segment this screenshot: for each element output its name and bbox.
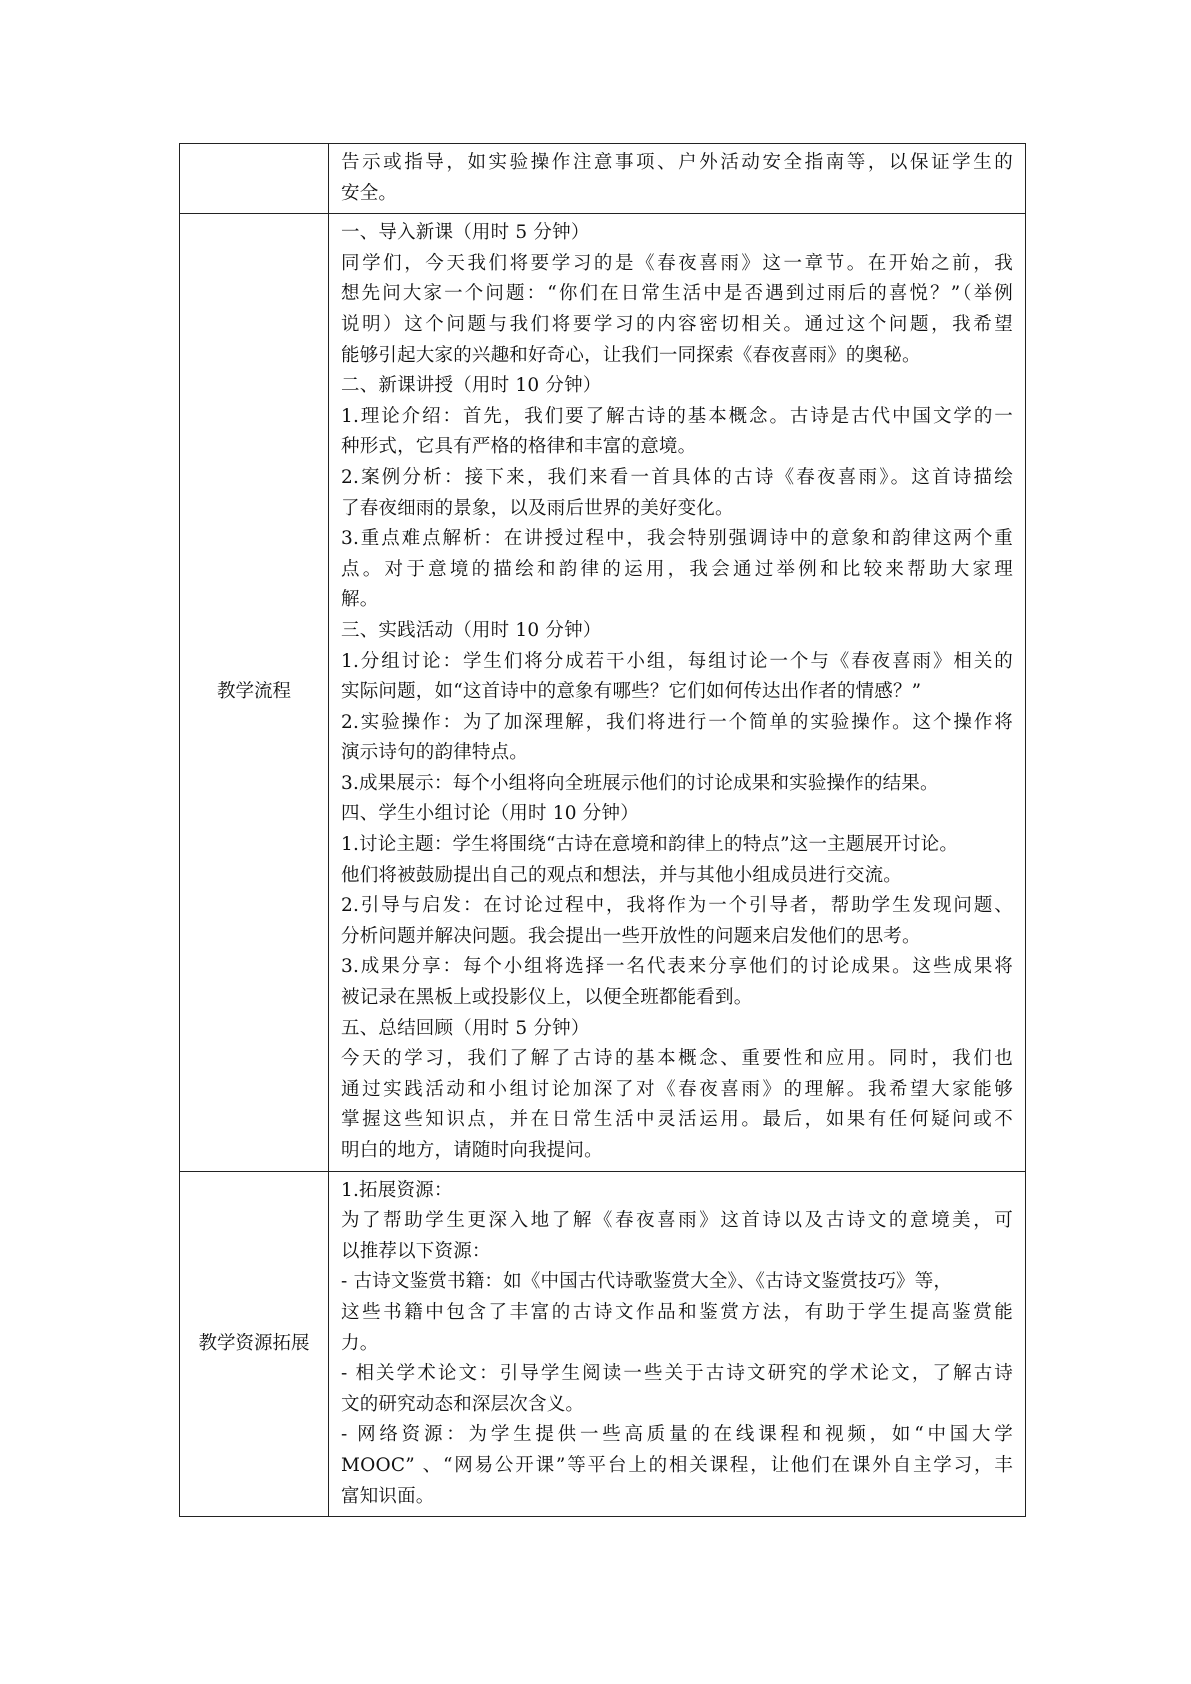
row-label: 教学资源拓展 [180,1171,329,1517]
text-line: 富知识面。 [341,1485,435,1507]
text-line: - 网络资源：为学生提供一些高质量的在线课程和视频，如“中国大学 [341,1424,1013,1446]
text-line: 文的研究动态和深层次含义。 [341,1393,585,1415]
row-content [329,144,1026,214]
text-line: 他们将被鼓励提出自己的观点和想法，并与其他小组成员进行交流。 [341,864,903,886]
text-line: 四、学生小组讨论（用时 10 分钟） [341,803,639,825]
text-line: 1.理论介绍：首先，我们要了解古诗的基本概念。古诗是古代中国文学的一 [341,405,1013,427]
text-line: 1.分组讨论：学生们将分成若干小组，每组讨论一个与《春夜喜雨》相关的 [341,650,1013,672]
text-line: 2.实验操作：为了加深理解，我们将进行一个简单的实验操作。这个操作将 [341,711,1013,733]
text-line: 以推荐以下资源： [341,1240,491,1262]
text-line: 这些书籍中包含了丰富的古诗文作品和鉴赏方法，有助于学生提高鉴赏能 [341,1301,1013,1323]
text-line: 明白的地方，请随时向我提问。 [341,1140,603,1161]
table-body [180,144,1026,1517]
text-line: 2.案例分析：接下来，我们来看一首具体的古诗《春夜喜雨》。这首诗描绘 [341,466,1013,488]
text-line: 3.成果分享：每个小组将选择一名代表来分享他们的讨论成果。这些成果将 [341,956,1013,978]
text-line: 安全。 [341,182,398,204]
text-line: 二、新课讲授（用时 10 分钟） [341,375,602,397]
text-line: 今天的学习，我们了解了古诗的基本概念、重要性和应用。同时，我们也 [341,1048,1013,1070]
row-label: 教学流程 [180,214,329,1171]
text-line: - 古诗文鉴赏书籍：如《中国古代诗歌鉴赏大全》、《古诗文鉴赏技巧》等， [341,1271,953,1293]
row-label [180,144,329,214]
row-content [329,1171,1026,1517]
text-line: 解。 [341,589,379,611]
text-line: 分析问题并解决问题。我会提出一些开放性的问题来启发他们的思考。 [341,925,921,947]
text-line: 通过实践活动和小组讨论加深了对《春夜喜雨》的理解。我希望大家能够 [341,1078,1013,1100]
text-line: 五、总结回顾（用时 5 分钟） [341,1017,590,1039]
text-line: 2.引导与启发：在讨论过程中，我将作为一个引导者，帮助学生发现问题、 [341,895,1013,917]
text-line: 1.讨论主题：学生将围绕“古诗在意境和韵律上的特点”这一主题展开讨论。 [341,834,959,856]
text-line: 1.拓展资源： [341,1179,453,1201]
row-teaching-resources [180,1171,1026,1517]
text-line: 被记录在黑板上或投影仪上，以便全班都能看到。 [341,987,753,1009]
text-line: 种形式，它具有严格的格律和丰富的意境。 [341,436,697,458]
text-line: - 相关学术论文：引导学生阅读一些关于古诗文研究的学术论文，了解古诗 [341,1363,1013,1385]
text-line: 三、实践活动（用时 10 分钟） [341,619,602,641]
text-line: 说明）这个问题与我们将要学习的内容密切相关。通过这个问题，我希望 [341,313,1013,335]
row-content [329,214,1026,1171]
text-line: 力。 [341,1332,379,1354]
row-safety-continued [180,144,1026,214]
text-line: 想先问大家一个问题：“你们在日常生活中是否遇到过雨后的喜悦？”（举例 [341,283,1013,305]
text-line: 同学们，今天我们将要学习的是《春夜喜雨》这一章节。在开始之前，我 [341,252,1013,274]
text-line: 实际问题，如“这首诗中的意象有哪些？它们如何传达出作者的情感？” [341,681,922,703]
lesson-plan-table [179,143,1026,1517]
text-line: 告示或指导，如实验操作注意事项、户外活动安全指南等，以保证学生的 [341,152,1013,173]
text-line: 能够引起大家的兴趣和好奇心，让我们一同探索《春夜喜雨》的奥秘。 [341,344,921,366]
text-line: 3.成果展示：每个小组将向全班展示他们的讨论成果和实验操作的结果。 [341,772,939,794]
text-line: 掌握这些知识点，并在日常生活中灵活运用。最后，如果有任何疑问或不 [341,1109,1013,1131]
text-line: 演示诗句的韵律特点。 [341,742,529,764]
text-line: 了春夜细雨的景象，以及雨后世界的美好变化。 [341,497,734,519]
text-line: 为了帮助学生更深入地了解《春夜喜雨》这首诗以及古诗文的意境美，可 [341,1210,1013,1232]
text-line: MOOC” 、“网易公开课”等平台上的相关课程，让他们在课外自主学习，丰 [341,1454,1013,1476]
text-line: 一、导入新课（用时 5 分钟） [341,222,590,244]
row-teaching-process [180,214,1026,1171]
text-line: 3.重点难点解析：在讲授过程中，我会特别强调诗中的意象和韵律这两个重 [341,528,1013,550]
text-line: 点。对于意境的描绘和韵律的运用，我会通过举例和比较来帮助大家理 [341,558,1013,580]
